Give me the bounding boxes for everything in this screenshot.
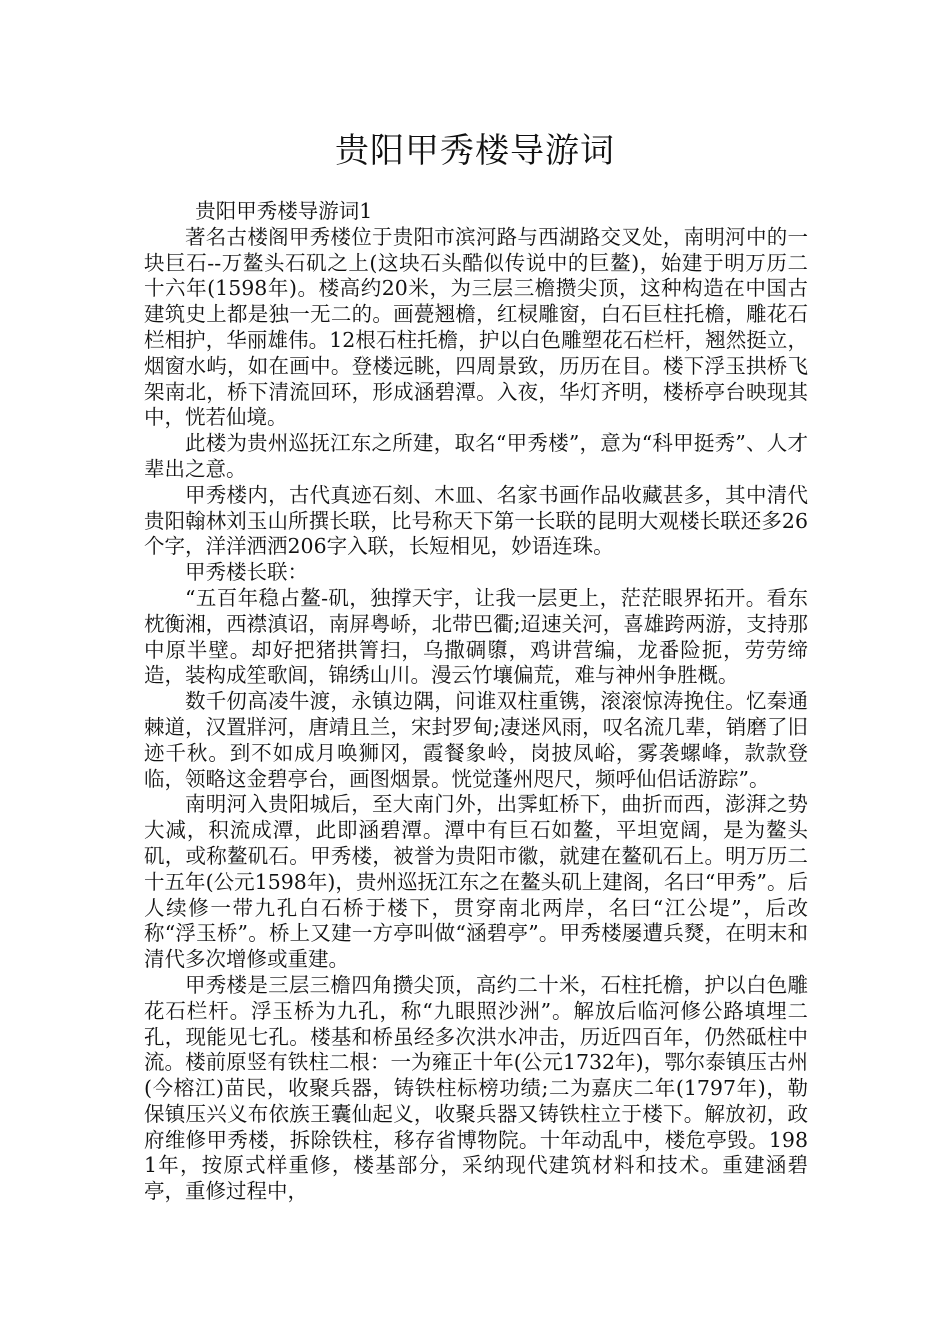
paragraph-couplet-first: “五百年稳占鳌-矶，独撑天宇，让我一层更上，茫茫眼界拓开。看东枕衡湘，西襟滇诏，南屏粤峤，北带巴衢;迢速关河，喜雄跨两游，支持那中原半壁。却好把猪拱箐扫，乌撒碉隳，鸡讲营编，龙番险扼，劳劳缔造，装构成笙歌闾，锦绣山川。漫云竹壤偏荒，难与神州争胜概。: [144, 585, 808, 688]
paragraph-intro: 著名古楼阁甲秀楼位于贵阳市滨河路与西湖路交叉处，南明河中的一块巨石--万鳌头石矶之上(这块石头酷似传说中的巨鳌)，始建于明万历二十六年(1598年)。楼高约20米，为三层三檐攒尖顶，这种构造在中国古建筑史上都是独一无二的。画甍翘檐，红棂雕窗，白石巨柱托檐，雕花石栏相护，华丽雄伟。12根石柱托檐，护以白色雕塑花石栏杆，翘然挺立，烟窗水屿，如在画中。登楼远眺，四周景致，历历在目。楼下浮玉拱桥飞架南北，桥下清流回环，形成涵碧潭。入夜，华灯齐明，楼桥亭台映现其中，恍若仙境。: [144, 224, 808, 430]
section-heading: 贵阳甲秀楼导游词1: [195, 199, 373, 223]
paragraph-couplet-second: 数千仞高凌牛渡，永镇边隅，问谁双柱重镌，滚滚惊涛挽住。忆秦通棘道，汉置牂河，唐靖且兰，宋封罗甸;凄迷风雨，叹名流几辈，销磨了旧迹千秋。到不如成月唤狮冈，霞餐象岭，岗披凤峪，雾袭螺峰，款款登临，领略这金碧亭台，画图烟景。恍觉蓬州咫尺，频呼仙侣话游踪”。: [144, 689, 808, 791]
paragraph-history: 南明河入贵阳城后，至大南门外，出霁虹桥下，曲折而西，澎湃之势大减，积流成潭，此即涵碧潭。潭中有巨石如鳌，平坦宽阔，是为鳌头矶，或称鳌矶石。甲秀楼，被誉为贵阳市徽，就建在鳌矶石上。明万历二十五年(公元1598年)，贵州巡抚江东之在鳌头矶上建阁，名曰“甲秀”。后人续修一带九孔白石桥于楼下，贯穿南北两岸，名曰“江公堤”，后改称“浮玉桥”。桥上又建一方亭叫做“涵碧亭”。甲秀楼屡遭兵燹，在明末和清代多次增修或重建。: [144, 792, 808, 972]
paragraph-naming: 此楼为贵州巡抚江东之所建，取名“甲秀楼”，意为“科甲挺秀”、人才辈出之意。: [144, 431, 808, 481]
paragraph-architecture: 甲秀楼是三层三檐四角攒尖顶，高约二十米，石柱托檐，护以白色雕花石栏杆。浮玉桥为九孔，称“九眼照沙洲”。解放后临河修公路填埋二孔，现能见七孔。楼基和桥虽经多次洪水冲击，历近四百年，仍然砥柱中流。楼前原竖有铁柱二根：一为雍正十年(公元1732年)，鄂尔泰镇压古州(今榕江)苗民，收聚兵器，铸铁柱标榜功绩;二为嘉庆二年(1797年)，勒保镇压兴义布依族王囊仙起义，收聚兵器又铸铁柱立于楼下。解放初，政府维修甲秀楼，拆除铁柱，移存省博物院。十年动乱中，楼危亭毁。1981年，按原式样重修，楼基部分，采纳现代建筑材料和技术。重建涵碧亭，重修过程中，: [144, 972, 808, 1204]
paragraph-couplet-heading: 甲秀楼长联：: [185, 560, 308, 585]
document-body: [144, 199, 808, 1205]
page-title: 贵阳甲秀楼导游词: [335, 131, 615, 171]
paragraph-collection: 甲秀楼内，古代真迹石刻、木皿、名家书画作品收藏甚多，其中清代贵阳翰林刘玉山所撰长联，比号称天下第一长联的昆明大观楼长联还多26个字，洋洋洒洒206字入联，长短相见，妙语连珠。: [144, 482, 808, 559]
